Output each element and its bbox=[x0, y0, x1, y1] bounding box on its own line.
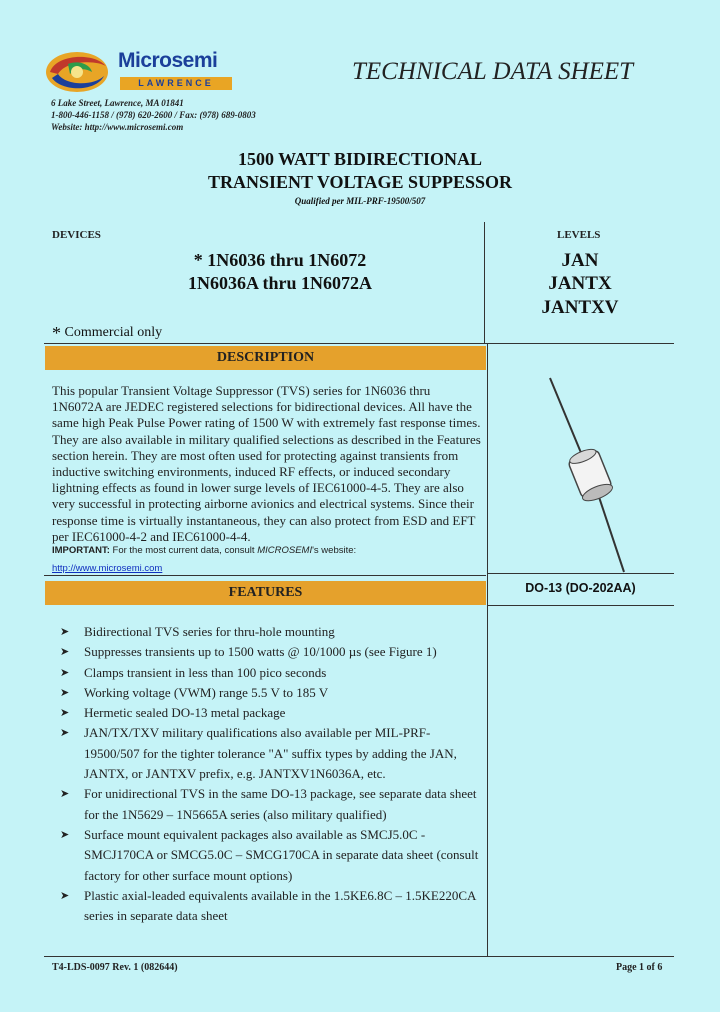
features-list bbox=[60, 622, 480, 926]
package-divider-top bbox=[487, 573, 674, 574]
bullet-arrow-icon: ➤ bbox=[60, 626, 70, 638]
package-caption: DO-13 (DO-202AA) bbox=[525, 581, 636, 595]
level-jantx: JANTX bbox=[548, 273, 612, 294]
device-range-2: 1N6036A thru 1N6072A bbox=[187, 273, 372, 293]
important-label: IMPORTANT: bbox=[52, 545, 110, 556]
bullet-arrow-icon: ➤ bbox=[60, 828, 70, 841]
commercial-note bbox=[52, 323, 162, 344]
device-range-1: * 1N6036 thru 1N6072 bbox=[193, 250, 367, 270]
feature-item: ➤ Clamps transient in less than 100 pico seconds bbox=[60, 663, 480, 683]
microsemi-logo-icon bbox=[44, 50, 110, 94]
feature-item: ➤ Plastic axial-leaded equivalents available in the 1.5KE6.8C – 1.5KE220CA series in separate data sheet bbox=[60, 887, 476, 924]
product-title-line2: TRANSIENT VOLTAGE SUPPESSOR bbox=[207, 172, 513, 192]
document-title: TECHNICAL DATA SHEET bbox=[352, 58, 634, 85]
bullet-arrow-icon: ➤ bbox=[60, 788, 70, 801]
website-line: Website: http://www.microsemi.com bbox=[51, 122, 184, 132]
feature-item: ➤ Hermetic sealed DO-13 metal package bbox=[60, 703, 480, 723]
feature-item: ➤ JAN/TX/TXV military qualifications also available per MIL-PRF-19500/507 for the tighter tolerance "A" suffix types by adding the JAN, JANTX, or JANTXV prefix, e.g. JANTXV1N6036A, etc. bbox=[60, 725, 457, 782]
important-text: For the most current data, consult bbox=[109, 545, 258, 556]
important-note bbox=[52, 545, 356, 556]
bullet-arrow-icon: ➤ bbox=[60, 646, 70, 659]
address-line: 6 Lake Street, Lawrence, MA 01841 bbox=[51, 98, 184, 108]
important-brand: MICROSEMI bbox=[257, 545, 313, 556]
brand-subtitle: LAWRENCE bbox=[120, 77, 232, 90]
website-link[interactable]: http://www.microsemi.com bbox=[52, 563, 163, 574]
section-divider bbox=[44, 343, 674, 344]
bullet-arrow-icon: ➤ bbox=[60, 686, 70, 699]
features-heading: FEATURES bbox=[45, 581, 486, 605]
qualification-note: Qualified per MIL-PRF-19500/507 bbox=[294, 196, 426, 206]
description-heading: DESCRIPTION bbox=[45, 346, 486, 370]
package-divider-bottom bbox=[487, 605, 674, 606]
feature-item: ➤ For unidirectional TVS in the same DO-13 package, see separate data sheet for the 1N5629 – 1N5665A series (also military qualified) bbox=[60, 786, 477, 822]
document-number: T4-LDS-0097 Rev. 1 (082644) bbox=[52, 962, 178, 973]
footer-divider bbox=[44, 956, 674, 957]
bullet-arrow-icon: ➤ bbox=[60, 666, 70, 679]
feature-item: ➤ Surface mount equivalent packages also available as SMCJ5.0C - SMCJ170CA or SMCG5.0C – SMCG170CA in separate data sheet (consult factory for other surface mount options) bbox=[60, 826, 479, 883]
right-column-divider bbox=[487, 344, 488, 956]
devices-label: DEVICES bbox=[52, 229, 101, 241]
commercial-text: Commercial only bbox=[64, 325, 163, 340]
feature-item: ➤ Working voltage (VWM) range 5.5 V to 185 V bbox=[60, 683, 480, 703]
feature-item: ➤ Bidirectional TVS series for thru-hole mounting bbox=[60, 622, 480, 642]
product-title-line1: 1500 WATT BIDIRECTIONAL bbox=[237, 149, 483, 169]
brand-name: Microsemi bbox=[118, 49, 218, 72]
commercial-star: * bbox=[52, 323, 61, 343]
column-divider bbox=[484, 222, 485, 344]
feature-item: ➤ Suppresses transients up to 1500 watts @ 10/1000 µs (see Figure 1) bbox=[60, 642, 480, 662]
level-jantxv: JANTXV bbox=[541, 297, 619, 318]
phone-line: 1-800-446-1158 / (978) 620-2600 / Fax: (978) 689-0803 bbox=[51, 110, 256, 120]
do13-package-diagram bbox=[540, 376, 630, 576]
bullet-arrow-icon: ➤ bbox=[60, 727, 70, 740]
description-divider bbox=[44, 575, 486, 576]
page-number: Page 1 of 6 bbox=[616, 962, 663, 973]
description-body: This popular Transient Voltage Suppressor (TVS) series for 1N6036 thru 1N6072A are JEDEC registered selections for bidirectional devices. All have the same high Peak Pulse Power rating of 1500 W with extremely fast response times. They are also available in military qualified selections as described in the Features section herein. They are most often used for protecting against transients from inductive switching environments, induced RF effects, or induced secondary lightning effects as found in lower surge levels of IEC61000-4-5. They are also very successful in protecting airborne avionics and electrical systems. Since their response time is virtually instantaneous, they can also protect from ESD and EFT per IEC61000-4-2 and IEC61000-4-4. bbox=[52, 383, 481, 544]
bullet-arrow-icon: ➤ bbox=[60, 889, 70, 902]
level-jan: JAN bbox=[561, 250, 599, 271]
bullet-arrow-icon: ➤ bbox=[60, 707, 70, 720]
levels-label: LEVELS bbox=[557, 229, 601, 241]
important-suffix: 's website: bbox=[312, 545, 357, 556]
